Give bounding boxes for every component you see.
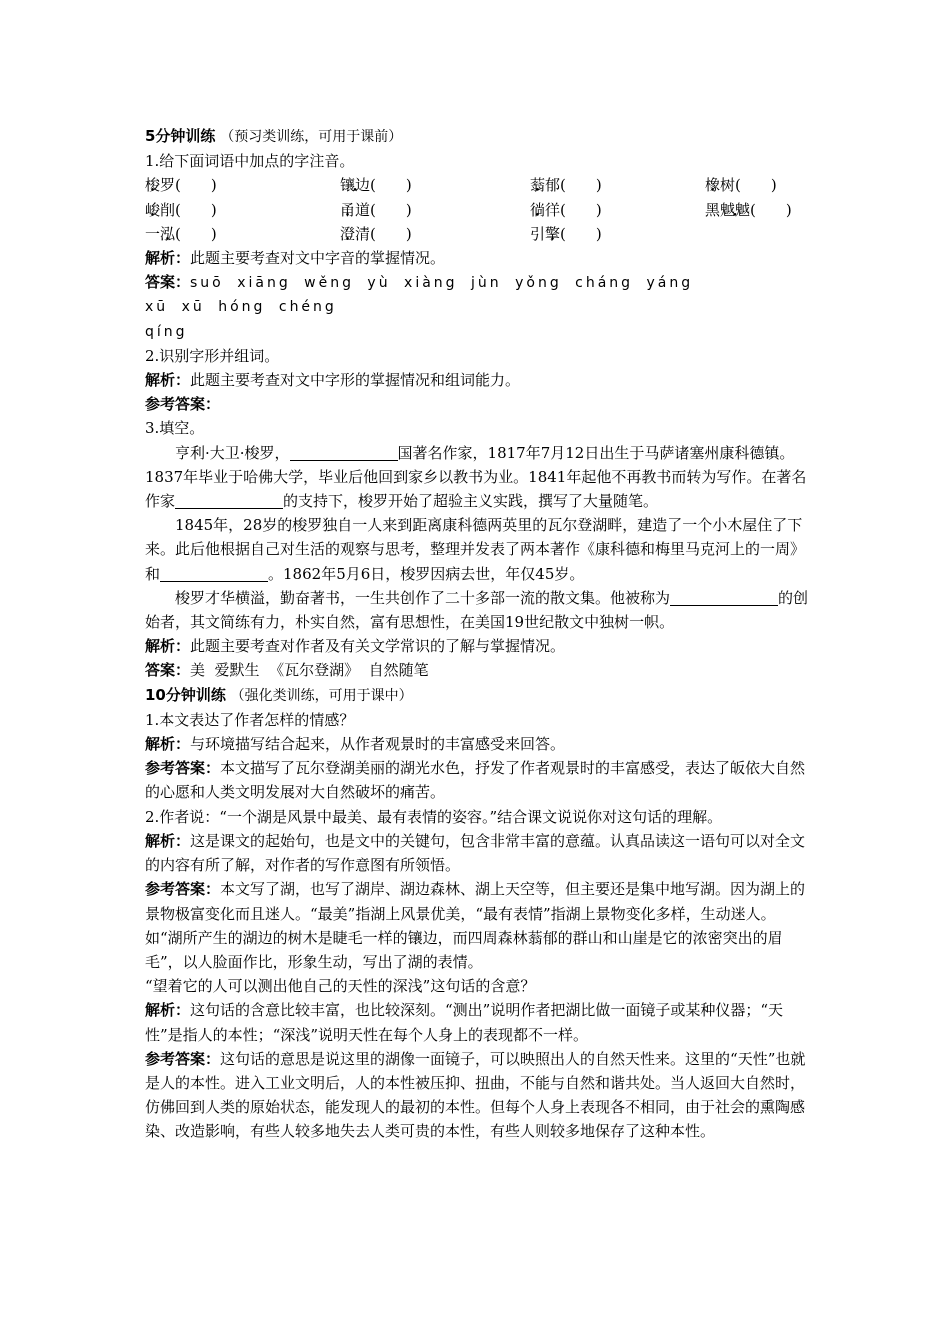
reference-answer: 参考答案：这句话的意思是说这里的湖像一面镜子，可以映照出人的自然天性来。这里的“天性”也就是人的本性。进入工业文明后，人的本性被压抑、扭曲，不能与自然和谐共处。当人返回大自然时，仿佛回到人类的原始状态，能发现人的最初的本性。但每个人身上表现各不相同，由于社会的熏陶感染、改造影响，有些人较多地失去人类可贵的本性，有些人则较多地保存了这种本性。 xyxy=(145,1049,806,1141)
analysis: 解析：此题主要考查对作者及有关文学常识的了解与掌握情况。 xyxy=(145,637,566,656)
fill-paragraph: 梭罗才华横溢，勤奋著书，一生共创作了二十多部一流的散文集。他被称为 的创始者，其文简练有力，朴实自然，富有思想性，在美国19世纪散文中独树一帜。 xyxy=(145,588,809,632)
question-2: 2.作者说：“一个湖是风景中最美、最有表情的姿容。”结合课文说说你对这句话的理解。 xyxy=(145,807,723,826)
analysis: 解析：与环境描写结合起来，从作者观景时的丰富感受来回答。 xyxy=(145,735,566,754)
reference-answer: 参考答案： xyxy=(145,395,221,414)
reference-answer: 参考答案：本文写了湖，也写了湖岸、湖边森林、湖上天空等，但主要还是集中地写湖。因为湖上的景物极富变化而且迷人。“最美”指湖上风景优美，“最有表情”指湖上景物变化多样，生动迷人。如“湖所产生的湖边的树木是睫毛一样的镶边，而四周森林蓊郁的群山和山崖是它的浓密突出的眉毛”，以人脸面作比，形象生动，写出了湖的表情。 xyxy=(145,880,806,971)
answer: 答案：suō xiāng wěng yù xiàng jùn yǒng cháng yáng xyxy=(145,273,694,292)
question-3: “望着它的人可以测出他自己的天性的深浅”这句话的含意？ xyxy=(145,977,536,996)
word-item: 橡树( ) xyxy=(705,176,777,195)
word-item: 徜徉( ) xyxy=(530,200,602,219)
question-2: 2.识别字形并组词。 xyxy=(145,346,280,365)
section-heading-10min xyxy=(145,683,810,708)
word-item: 蓊郁( ) xyxy=(530,176,602,195)
section-note: （预习类训练，可用于课前） xyxy=(220,129,403,145)
answer-blank[interactable] xyxy=(670,589,748,606)
section-heading-5min xyxy=(145,124,810,149)
answer: 答案：美 爱默生 《瓦尔登湖》 自然随笔 xyxy=(145,661,429,680)
word-item: 澄清( ) xyxy=(340,224,412,243)
word-item: 甬道( ) xyxy=(340,200,412,219)
fill-paragraph: 亨利·大卫·梭罗， 国著名作家，1817年7月12日出生于马萨诸塞州康科德镇。1837年毕业于哈佛大学，毕业后他回到家乡以教书为业。1841年起他不再教书而转为写作。在著名作家 的支持下，梭罗开始了超验主义实践，撰写了大量随笔。 xyxy=(145,443,807,511)
section-note: （强化类训练，可用于课中） xyxy=(230,687,413,704)
word-item: 引擎( ) xyxy=(530,224,602,243)
word-grid xyxy=(145,173,810,246)
analysis: 解析：这是课文的起始句，也是文中的关键句，包含非常丰富的意蕴。认真品读这一语句可以对全文的内容有所了解，对作者的写作意图有所领悟。 xyxy=(145,831,806,875)
answer-blank[interactable] xyxy=(290,444,398,461)
reference-answer: 参考答案：本文描写了瓦尔登湖美丽的湖光水色，抒发了作者观景时的丰富感受，表达了皈依大自然的心愿和人类文明发展对大自然破坏的痛苦。 xyxy=(145,759,806,802)
analysis: 解析：此题主要考查对文中字音的掌握情况。 xyxy=(145,249,446,268)
answer-blank[interactable] xyxy=(160,565,268,582)
pinyin-line: qíng xyxy=(145,323,188,340)
word-item: 黑魆魆( ) xyxy=(705,200,792,219)
word-item: 峻削( ) xyxy=(145,200,217,219)
analysis: 解析：此题主要考查对文中字形的掌握情况和组词能力。 xyxy=(145,371,521,390)
fill-paragraph: 1845年，28岁的梭罗独自一人来到距离康科德两英里的瓦尔登湖畔，建造了一个小木屋住了下来。此后他根据自己对生活的观察与思考，整理并发表了两本著作《康科德和梅里马克河上的一周》和 。1862年5月6日，梭罗因病去世，年仅45岁。 xyxy=(145,516,806,583)
word-item: 一泓( ) xyxy=(145,224,217,243)
pinyin-line: xū xū hóng chéng xyxy=(145,299,337,316)
word-item: 镶边( ) xyxy=(340,176,412,195)
question-1: 1.本文表达了作者怎样的情感？ xyxy=(145,710,355,729)
answer-blank[interactable] xyxy=(175,492,283,509)
answer-blank[interactable] xyxy=(748,589,778,606)
section-title: 10分钟训练 xyxy=(145,685,226,704)
analysis: 解析：这句话的含意比较丰富，也比较深刻。“测出”说明作者把湖比做一面镜子或某种仪器；“天性”是指人的本性；“深浅”说明天性在每个人身上的表现都不一样。 xyxy=(145,1001,784,1044)
section-title: 5分钟训练 xyxy=(145,127,216,145)
document-page xyxy=(145,124,810,1144)
word-item: 梭罗( ) xyxy=(145,176,217,195)
question-1: 1.给下面词语中加点的字注音。 xyxy=(145,152,355,171)
question-3: 3.填空。 xyxy=(145,419,205,438)
